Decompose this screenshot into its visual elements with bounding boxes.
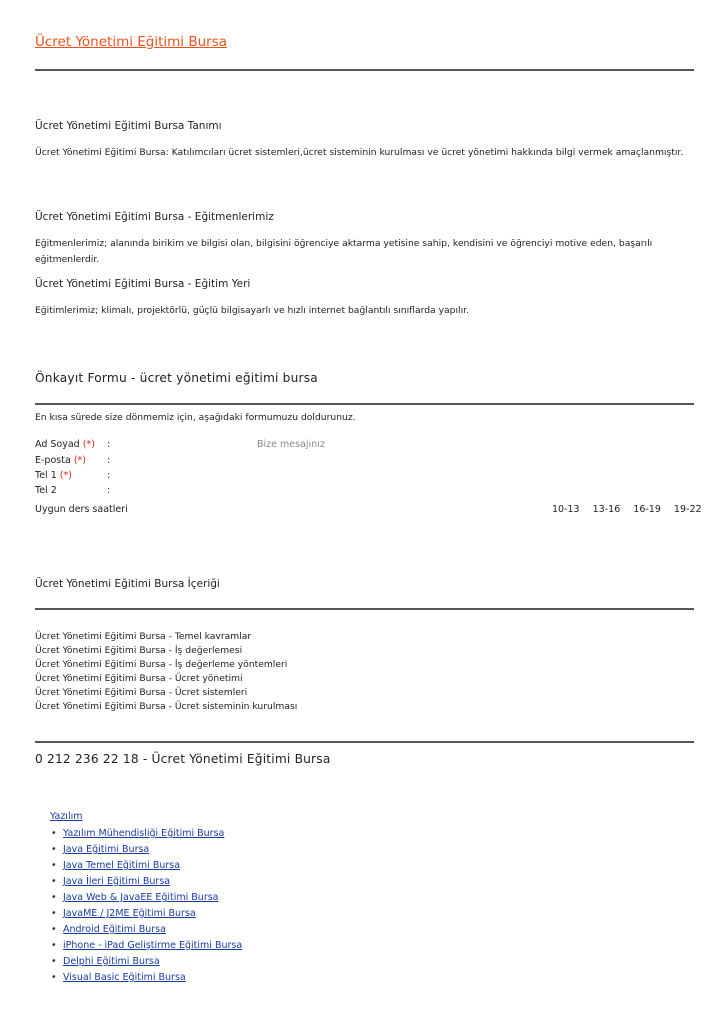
- related-link[interactable]: Delphi Eğitimi Bursa: [63, 956, 160, 967]
- name-field-row[interactable]: [35, 439, 111, 450]
- bullet-icon: •: [51, 860, 57, 871]
- venue-heading: Ücret Yönetimi Eğitimi Bursa - Eğitim Yeri: [35, 278, 251, 290]
- bullet-icon: •: [51, 940, 57, 951]
- related-link[interactable]: Visual Basic Eğitimi Bursa: [63, 972, 186, 983]
- bullet-icon: •: [51, 828, 57, 839]
- hours-options: [542, 504, 702, 515]
- colon: :: [107, 455, 111, 466]
- bullet-icon: •: [51, 892, 57, 903]
- related-link[interactable]: Yazılım Mühendisliği Eğitimi Bursa: [63, 828, 225, 839]
- related-link[interactable]: JavaME / J2ME Eğitimi Bursa: [63, 908, 196, 919]
- divider: [35, 741, 694, 743]
- list-item: Ücret Yönetimi Eğitimi Bursa - İş değerlemesi: [35, 645, 243, 656]
- tel1-label: Tel 1: [35, 470, 57, 481]
- category-link[interactable]: Yazılım: [50, 811, 83, 822]
- email-label: E-posta: [35, 455, 71, 466]
- colon: :: [107, 470, 111, 481]
- related-link[interactable]: Java İleri Eğitimi Bursa: [63, 876, 171, 887]
- required-mark: (*): [82, 439, 95, 450]
- trainers-heading: Ücret Yönetimi Eğitimi Bursa - Eğitmenlerimiz: [35, 211, 274, 223]
- required-mark: (*): [59, 470, 72, 481]
- hour-option[interactable]: 19-22: [673, 504, 702, 515]
- bullet-icon: •: [51, 908, 57, 919]
- bullet-icon: •: [51, 924, 57, 935]
- hour-option[interactable]: 16-19: [633, 504, 661, 515]
- trainers-text: Eğitmenlerimiz; alanında birikim ve bilgisi olan, bilgisini öğrenciye aktarma yetisine sahip, kendisini ve öğrenciyi motive eden, başarılı eğitmenlerdir.: [35, 238, 653, 265]
- list-item: Ücret Yönetimi Eğitimi Bursa - Ücret sistemleri: [35, 687, 248, 698]
- form-heading: Önkayıt Formu - ücret yönetimi eğitimi bursa: [35, 371, 318, 385]
- bullet-icon: •: [51, 956, 57, 967]
- hour-option[interactable]: 10-13: [552, 504, 580, 515]
- contact-heading: 0 212 236 22 18 - Ücret Yönetimi Eğitimi Bursa: [35, 752, 331, 766]
- venue-text: Eğitimlerimiz; klimalı, projektörlü, güçlü bilgisayarlı ve hızlı internet bağlantılı sınıflarda yapılır.: [35, 305, 469, 316]
- hours-label: Uygun ders saatleri: [35, 504, 128, 515]
- list-item: Ücret Yönetimi Eğitimi Bursa - Temel kavramlar: [35, 631, 252, 642]
- tel2-label: Tel 2: [35, 485, 57, 496]
- tel1-field-row[interactable]: [35, 470, 111, 481]
- divider: [35, 69, 694, 71]
- related-link[interactable]: Java Temel Eğitimi Bursa: [63, 860, 181, 871]
- list-item: Ücret Yönetimi Eğitimi Bursa - İş değerleme yöntemleri: [35, 659, 288, 670]
- colon: :: [107, 485, 111, 496]
- page-title-link[interactable]: Ücret Yönetimi Eğitimi Bursa: [35, 34, 228, 50]
- hour-option[interactable]: 13-16: [592, 504, 621, 515]
- tel2-field-row[interactable]: [35, 485, 111, 496]
- message-textarea[interactable]: Bize mesajınız: [257, 439, 325, 450]
- related-link[interactable]: Android Eğitimi Bursa: [63, 924, 166, 935]
- bullet-icon: •: [51, 972, 57, 983]
- list-item: Ücret Yönetimi Eğitimi Bursa - Ücret sisteminin kurulması: [35, 701, 298, 712]
- list-item: Ücret Yönetimi Eğitimi Bursa - Ücret yönetimi: [35, 673, 243, 684]
- form-intro: En kısa sürede size dönmemiz için, aşağıdaki formumuzu doldurunuz.: [35, 412, 356, 423]
- name-label: Ad Soyad: [35, 439, 80, 450]
- definition-text: Ücret Yönetimi Eğitimi Bursa: Katılımcıları ücret sistemleri,ücret sisteminin kurulması ve ücret yönetimi hakkında bilgi vermek amaçlanmıştır.: [35, 147, 684, 158]
- required-mark: (*): [73, 455, 86, 466]
- colon: :: [107, 439, 111, 450]
- email-field-row[interactable]: [35, 455, 111, 466]
- related-link[interactable]: Java Eğitimi Bursa: [63, 844, 150, 855]
- related-link[interactable]: Java Web & JavaEE Eğitimi Bursa: [63, 892, 219, 903]
- related-link[interactable]: iPhone - iPad Geliştirme Eğitimi Bursa: [63, 940, 243, 951]
- bullet-icon: •: [51, 844, 57, 855]
- content-heading: Ücret Yönetimi Eğitimi Bursa İçeriği: [35, 578, 220, 590]
- divider: [35, 403, 694, 405]
- divider: [35, 608, 694, 610]
- bullet-icon: •: [51, 876, 57, 887]
- definition-heading: Ücret Yönetimi Eğitimi Bursa Tanımı: [35, 120, 222, 132]
